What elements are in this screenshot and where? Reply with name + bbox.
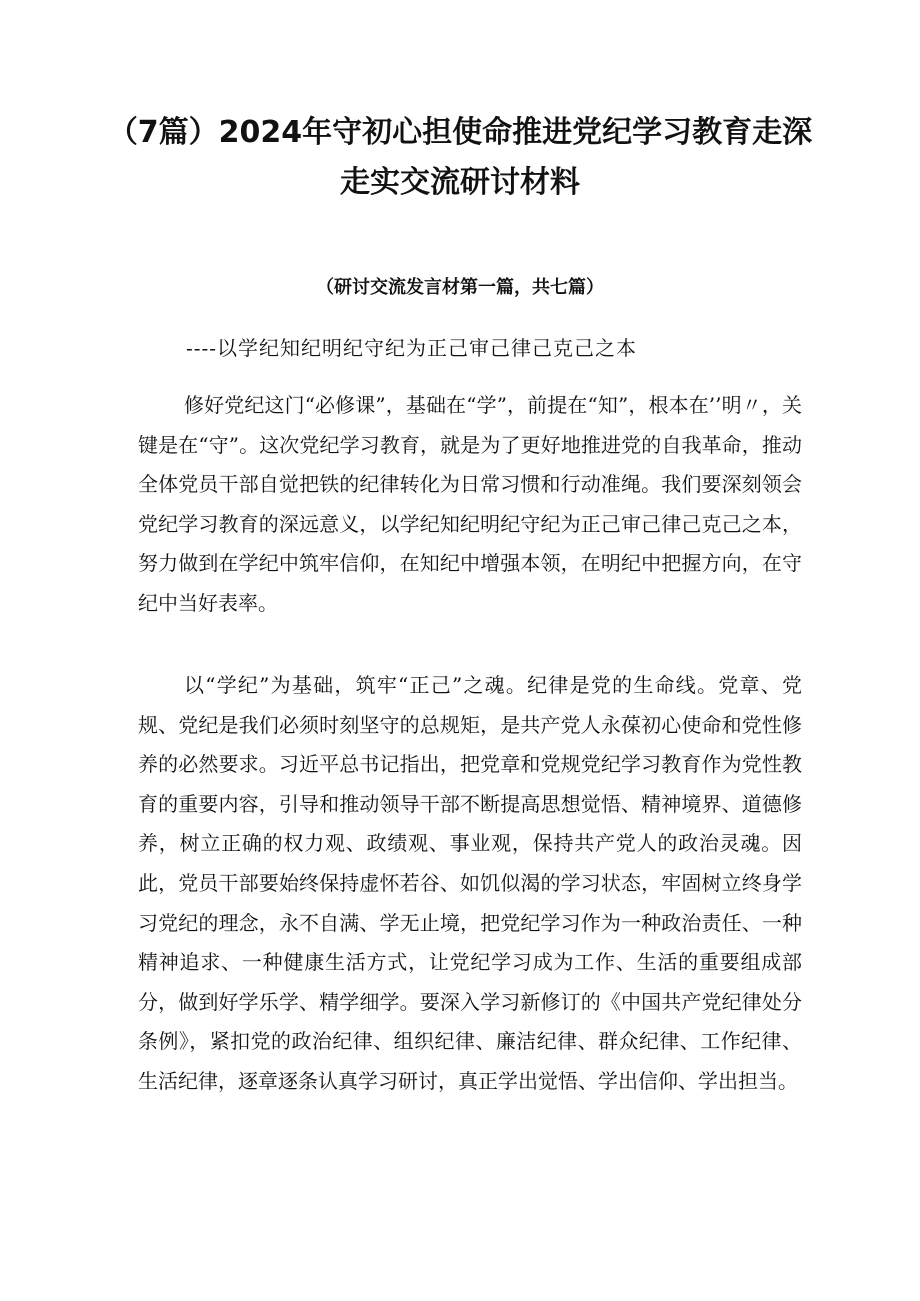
body-paragraph: 以“学纪”为基础，筑牢“正己”之魂。纪律是党的生命线。党章、党规、党纪是我们必须时刻坚守的总规矩，是共产党人永葆初心使命和党性修养的必然要求。习近平总书记指出，把党章和党规党纪学习教育作为党性教育的重要内容，引导和推动领导干部不断提高思想觉悟、精神境界、道德修养，树立正确的权力观、政绩观、事业观，保持共产党人的政治灵魂。因此，党员干部要始终保持虚怀若谷、如饥似渴的学习状态，牢固树立终身学习党纪的理念，永不自满、学无止境，把党纪学习作为一种政治责任、一种精神追求、一种健康生活方式，让党纪学习成为工作、生活的重要组成部分，做到好学乐学、精学细学。要深入学习新修订的《中国共产党纪律处分条例》，紧扣党的政治纪律、组织纪律、廉洁纪律、群众纪律、工作纪律、生活纪律，逐章逐条认真学习研讨，真正学出觉悟、学出信仰、学出担当。 [138, 673, 802, 1093]
theme-line: ----以学纪知纪明纪守纪为正己审己律己克己之本 [186, 336, 638, 360]
document-subtitle: （研讨交流发言材第一篇，共七篇） [316, 277, 604, 298]
body-paragraph: 修好党纪这门“必修课”，基础在“学”，前提在“知”，根本在’’明〃，关键是在“守”。这次党纪学习教育，就是为了更好地推进党的自我革命，推动全体党员干部自觉把铁的纪律转化为日常习惯和行动准绳。我们要深刻领会党纪学习教育的深远意义，以学纪知纪明纪守纪为正己审己律己克己之本，努力做到在学纪中筑牢信仰，在知纪中增强本领，在明纪中把握方向，在守纪中当好表率。 [138, 393, 802, 615]
document-title: （7篇）2024年守初心担使命推进党纪学习教育走深走实交流研讨材料 [107, 115, 813, 200]
